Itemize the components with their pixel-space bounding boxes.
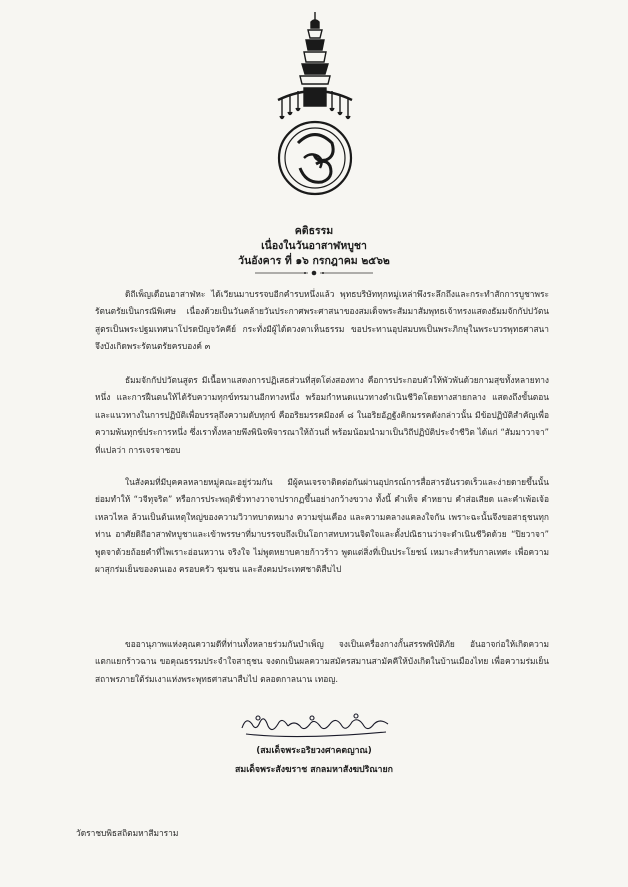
issuing-location: วัดราชบพิธสถิตมหาสีมาราม — [76, 828, 179, 838]
ornamental-divider — [0, 269, 628, 277]
document-date: วันอังคาร ที่ ๑๖ กรกฎาคม ๒๕๖๒ — [238, 255, 390, 267]
signatory-title: สมเด็จพระสังฆราช สกลมหาสังฆปริณายก — [235, 765, 393, 775]
signatory-name: (สมเด็จพระอริยวงศาคตญาณ) — [256, 746, 372, 756]
body-paragraph: ในสังคมที่มีบุคคลหลายหมู่คณะอยู่ร่วมกัน มีผู้คนเจรจาติดต่อกันผ่านอุปกรณ์การสื่อสารอันรวดเร็วและง่ายดายขึ้นนั้น ย่อมทำให้ “วจีทุจริต” หรือการประพฤติชั่วทางวาจาปรากฏขึ้นอย่างกว้างขวาง ทั้งนี้ คำเท็จ คำหยาบ คำส่อเสียด และคำเพ้อเจ้อเหลวไหล ล้วนเป็นต้นเหตุใหญ่ของความวิวาทบาดหมาง ความขุ่นเคือง และความคลางแคลงใจกัน เพราะฉะนั้นจึงขอสาธุชนทุกท่าน อาศัยดิถีอาสาฬหบูชาและเข้าพรรษาที่มาบรรจบถึงเป็นโอกาสทบทวนจิตใจและตั้งปณิธานว่าจะดำเนินชีวิตด้วย “ปิยวาจา” พูดจาด้วยถ้อยคำที่ไพเราะอ่อนหวาน จริงใจ ไม่พูดหยาบคายก้าวร้าว พูดแต่สิ่งที่เป็นประโยชน์ เหมาะสำหรับกาลเทศะ เพื่อความผาสุกร่มเย็นของตนเอง ครอบครัว ชุมชน และสังคมประเทศชาติสืบไป — [95, 477, 549, 575]
body-paragraph: ดิถีเพ็ญเดือนอาสาฬหะ ได้เวียนมาบรรจบอีกคำรบหนึ่งแล้ว พุทธบริษัททุกหมู่เหล่าพึงระลึกถึงและกระทำสักการบูชาพระรัตนตรัยเป็นกรณีพิเศษ เนื่องด้วยเป็นวันคล้ายวันประกาศพระศาสนาของสมเด็จพระสัมมาสัมพุทธเจ้าทรงแสดงธัมมจักกัปปวัตนสูตรเป็นพระปฐมเทศนาโปรดปัญจวัคคีย์ กระทั่งมีผู้ได้ดวงตาเห็นธรรม ขอประทานอุปสมบทเป็นพระภิกษุในพระบวรพุทธศาสนา จึงบังเกิดพระรัตนตรัยครบองค์ ๓ — [95, 289, 549, 352]
document-title: คติธรรม — [294, 225, 334, 237]
body-paragraph: ธัมมจักกัปปวัตนสูตร มีเนื้อหาแสดงการปฏิเสธส่วนที่สุดโต่งสองทาง คือการประกอบตัวให้พัวพันด้วยกามสุขทั้งหลายทางหนึ่ง และการฝืนตนให้ได้รับความทุกข์ทรมานอีกทางหนึ่ง พร้อมกำหนดแนวทางดำเนินชีวิตโดยทางสายกลาง แสดงถึงขั้นตอนและแนวทางในการปฏิบัติเพื่อบรรลุถึงความดับทุกข์ คืออริยมรรคมีองค์ ๘ ในอริยอัฏฐังคิกมรรคดังกล่าวนั้น มีข้อปฏิบัติสำคัญเพื่อความพ้นทุกข์ประการหนึ่ง ซึ่งเราทั้งหลายพึงพินิจพิจารณาให้ถ้วนถี่ พร้อมน้อมนำมาเป็นวิถีปฏิบัติประจำชีวิต ได้แก่ “สัมมาวาจา” ที่แปลว่า การเจรจาชอบ — [95, 375, 549, 455]
handwritten-signature — [238, 706, 394, 746]
document-occasion: เนื่องในวันอาสาฬหบูชา — [261, 240, 367, 252]
emblem-icon — [270, 8, 360, 213]
body-paragraph: ขออานุภาพแห่งคุณความดีที่ท่านทั้งหลายร่วมกันบำเพ็ญ จงเป็นเครื่องกางกั้นสรรพพิบัติภัย อันอาจก่อให้เกิดความแตกแยกร้าวฉาน ขอคุณธรรมประจำใจสาธุชน จงตกเป็นผลความสมัครสมานสามัคคีให้บังเกิดในบ้านเมืองไทย เพื่อความร่มเย็นสถาพรภายใต้ร่มเงาแห่งพระพุทธศาสนาสืบไป ตลอดกาลนาน เทอญ. — [95, 639, 549, 684]
